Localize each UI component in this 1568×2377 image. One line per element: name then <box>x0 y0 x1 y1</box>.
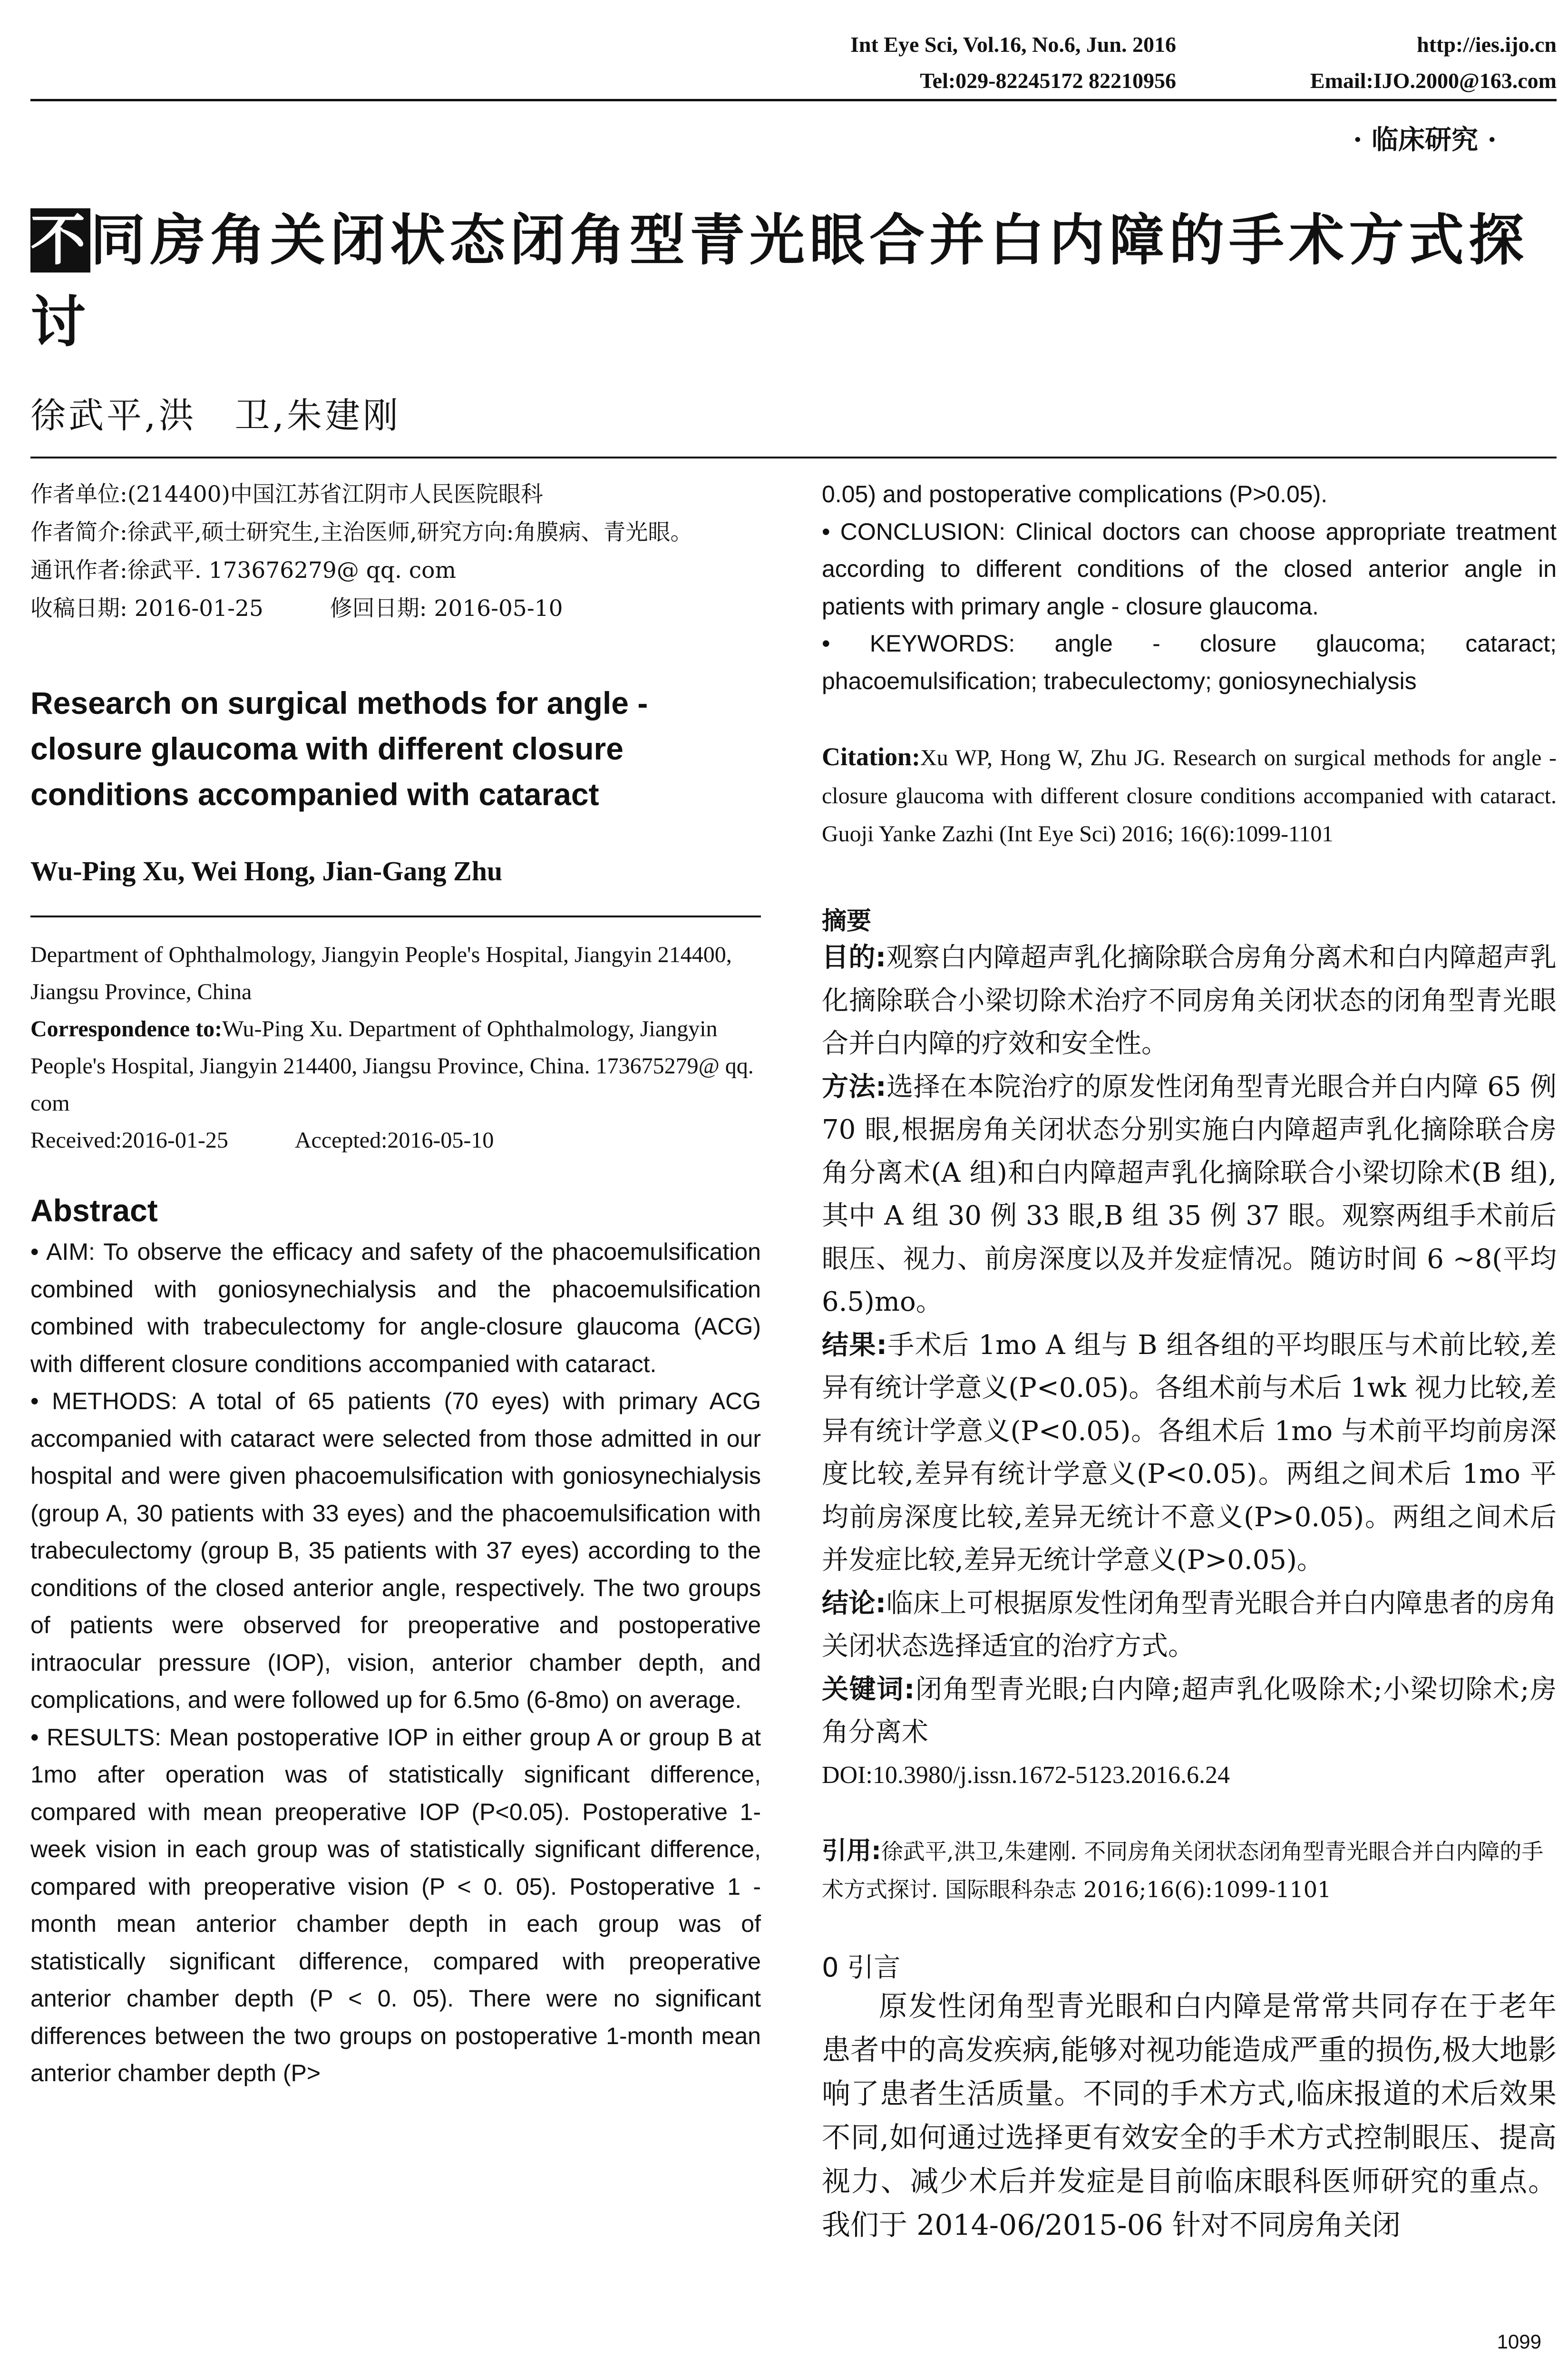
dates-cn <box>30 590 761 628</box>
cn-abstract-body <box>822 936 1557 1754</box>
cn-keywords-text: 闭角型青光眼;白内障;超声乳化吸除术;小梁切除术;房角分离术 <box>822 1674 1557 1748</box>
corresponding-author: 通讯作者:徐武平. 173676279@ qq. com <box>30 557 457 584</box>
english-authors: Wu-Ping Xu, Wei Hong, Jian-Gang Zhu <box>30 856 503 887</box>
cn-citation-text: 徐武平,洪卫,朱建刚. 不同房角关闭状态闭角型青光眼合并白内障的手术方式探讨. 国际眼科杂志 2016;16(6):1099-1101 <box>822 1838 1544 1902</box>
doi[interactable]: DOI:10.3980/j.issn.1672-5123.2016.6.24 <box>822 1761 1230 1789</box>
cn-aim-label: 目的: <box>822 942 886 973</box>
cn-citation <box>822 1832 1557 1909</box>
cn-conclusion <box>822 1582 1557 1668</box>
citation-label: Citation: <box>822 742 920 771</box>
accepted-date-en: Accepted:2016-05-10 <box>294 1128 494 1153</box>
cn-methods <box>822 1066 1557 1324</box>
journal-email[interactable]: Email:IJO.2000@163.com <box>1310 68 1557 93</box>
abstract-results-continued: 0.05) and postoperative complications (P>0.05). <box>822 481 1328 507</box>
cn-results-label: 结果: <box>822 1329 887 1361</box>
correspondence-label: Correspondence to: <box>30 1016 223 1042</box>
department: Department of Ophthalmology, Jiangyin People's Hospital, Jiangyin 214400, Jiangsu Province, China <box>30 942 732 1004</box>
journal-citation: Int Eye Sci, Vol.16, No.6, Jun. 2016 <box>850 32 1176 57</box>
section-label: · 临床研究 · <box>1353 124 1497 156</box>
cn-conclusion-label: 结论: <box>822 1588 886 1619</box>
header-rule <box>30 99 1557 101</box>
cn-results-text: 手术后 1mo A 组与 B 组各组的平均眼压与术前比较,差异有统计学意义(P<0.05)。各组术前与术后 1wk 视力比较,差异有统计学意义(P<0.05)。各组术后 1mo 与术前平均前房深度比较,差异有统计学意义(P<0.05)。两组之间术后 1mo 平均前房深度比较,差异无统计不意义(P>0.05)。两组之间术后并发症比较,差异无统计学意义(P>0.05)。 <box>822 1329 1557 1576</box>
abstract-heading: Abstract <box>30 1193 158 1228</box>
citation-en <box>822 738 1557 853</box>
right-column <box>822 476 1557 2247</box>
intro-text: 原发性闭角型青光眼和白内障是常常共同存在于老年患者中的高发疾病,能够对视功能造成严重的损伤,极大地影响了患者生活质量。不同的手术方式,临床报道的术后效果不同,如何通过选择更有效安全的手术方式控制眼压、提高视力、减少术后并发症是目前临床眼科医师研究的重点。我们于 2014-06/2015-06 针对不同房角关闭 <box>822 1989 1557 2242</box>
abstract-body <box>30 1233 761 2092</box>
cn-results <box>822 1324 1557 1582</box>
intro-heading: 0 引言 <box>822 1952 901 1983</box>
journal-header <box>605 27 1557 99</box>
cn-methods-label: 方法: <box>822 1071 886 1102</box>
cn-aim-text: 观察白内障超声乳化摘除联合房角分离术和白内障超声乳化摘除联合小梁切除术治疗不同房角关闭状态的闭角型青光眼合并白内障的疗效和安全性。 <box>822 942 1557 1059</box>
cn-abstract-heading: 摘要 <box>822 907 872 935</box>
citation-text: Xu WP, Hong W, Zhu JG. Research on surgical methods for angle - closure glaucoma with different closure conditions accompanied with cataract. Guoji Yanke Zazhi (Int Eye Sci) 2016; 16(6):1099-1101 <box>822 745 1557 847</box>
article-title <box>30 200 1557 363</box>
author-bio: 作者简介:徐武平,硕士研究生,主治医师,研究方向:角膜病、青光眼。 <box>30 519 693 546</box>
journal-tel: Tel:029-82245172 82210956 <box>920 68 1176 93</box>
abstract-aim: • AIM: To observe the efficacy and safety of the phacoemulsification combined with goniosynechialysis and the phacoemulsification combined with trabeculectomy for angle-closure glaucoma (ACG) with different closure conditions accompanied with cataract. <box>30 1238 761 1377</box>
english-affiliation <box>30 936 761 1159</box>
cn-keywords-label: 关键词: <box>822 1674 915 1705</box>
received-date-en: Received:2016-01-25 <box>30 1128 228 1153</box>
authors-cn: 徐武平,洪 卫,朱建刚 <box>30 395 401 436</box>
abstract-conclusion: • CONCLUSION: Clinical doctors can choose appropriate treatment according to different conditions of the closed anterior angle in patients with primary angle - closure glaucoma. <box>822 518 1557 620</box>
main-rule <box>30 457 1557 458</box>
title-first-char: 不 <box>30 208 90 273</box>
author-unit: 作者单位:(214400)中国江苏省江阴市人民医院眼科 <box>30 481 543 507</box>
title-rest: 同房角关闭状态闭角型青光眼合并白内障的手术方式探讨 <box>30 208 1529 354</box>
cn-citation-label: 引用: <box>822 1836 881 1865</box>
abstract-body-continued <box>822 476 1557 700</box>
cn-conclusion-text: 临床上可根据原发性闭角型青光眼合并白内障患者的房角关闭状态选择适宜的治疗方式。 <box>822 1588 1557 1662</box>
cn-methods-text: 选择在本院治疗的原发性闭角型青光眼合并白内障 65 例 70 眼,根据房角关闭状态分别实施白内障超声乳化摘除联合房角分离术(A 组)和白内障超声乳化摘除联合小梁切除术(B 组),其中 A 组 30 例 33 眼,B 组 35 例 37 眼。观察两组手术前后眼压、视力、前房深度以及并发症情况。随访时间 6 ~8(平均 6.5)mo。 <box>822 1071 1557 1317</box>
left-column <box>30 476 761 2092</box>
dates-en <box>30 1122 761 1159</box>
english-title: Research on surgical methods for angle - closure glaucoma with different closure conditions accompanied with cataract <box>30 685 648 812</box>
affiliation-rule <box>30 916 761 917</box>
abstract-keywords: • KEYWORDS: angle - closure glaucoma; cataract; phacoemulsification; trabeculectomy; goniosynechialysis <box>822 630 1557 694</box>
correspondence-text: Wu-Ping Xu. Department of Ophthalmology, Jiangyin People's Hospital, Jiangyin 214400, Jiangsu Province, China. 173675279@ qq. com <box>30 1016 754 1116</box>
journal-url[interactable]: http://ies.ijo.cn <box>1417 32 1557 57</box>
cn-keywords <box>822 1668 1557 1754</box>
received-date-cn: 收稿日期: 2016-01-25 <box>30 595 263 622</box>
cn-meta <box>30 476 761 628</box>
correspondence <box>30 1011 761 1122</box>
revised-date-cn: 修回日期: 2016-05-10 <box>330 595 563 622</box>
cn-aim <box>822 936 1557 1066</box>
abstract-results: • RESULTS: Mean postoperative IOP in either group A or group B at 1mo after operation was of statistically significant difference, compared with mean preoperative IOP (P<0.05). Postoperative 1-week vision in each group was of statistically significant difference, compared with preoperative vision (P < 0. 05). Postoperative 1 - month mean anterior chamber depth in each group was of statistically significant difference, compared with preoperative anterior chamber depth (P < 0. 05). There were no significant differences between the two groups on postoperative 1-month mean anterior chamber depth (P> <box>30 1724 761 2086</box>
page-number: 1099 <box>1497 2330 1541 2353</box>
abstract-methods: • METHODS: A total of 65 patients (70 eyes) with primary ACG accompanied with cataract were selected from those admitted in our hospital and were given phacoemulsification with goniosynechialysis (group A, 30 patients with 33 eyes) and the phacoemulsification with trabeculectomy (group B, 35 patients with 37 eyes) according to the conditions of the closed anterior angle, respectively. The two groups of patients were observed for preoperative and postoperative intraocular pressure (IOP), vision, anterior chamber depth, and complications, and were followed up for 6.5mo (6-8mo) on average. <box>30 1388 761 1713</box>
